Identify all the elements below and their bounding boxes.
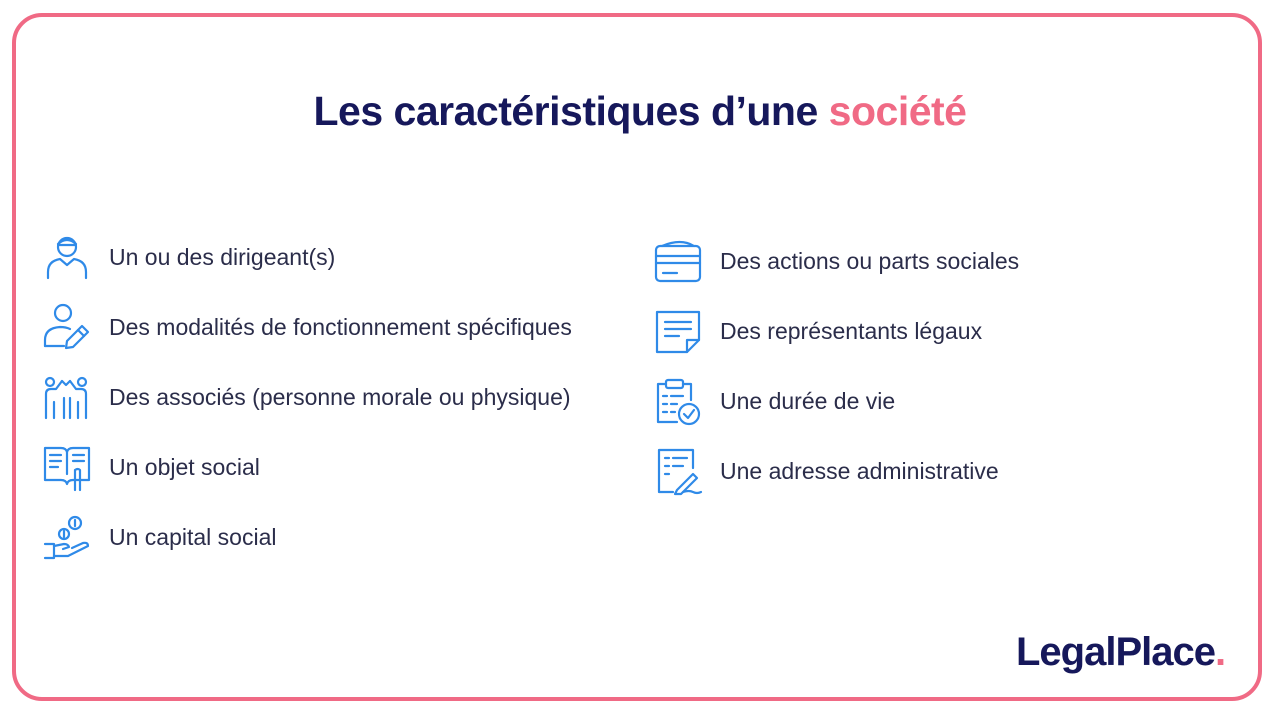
feature-label: Des représentants légaux xyxy=(720,318,983,344)
open-book-icon xyxy=(42,442,92,492)
logo-text: LegalPlace xyxy=(1016,630,1216,674)
feature-label: Un ou des dirigeant(s) xyxy=(109,244,336,270)
person-icon xyxy=(42,232,92,282)
page-title xyxy=(0,88,1280,135)
feature-label: Une adresse administrative xyxy=(720,458,999,484)
card-icon xyxy=(653,236,703,286)
feature-label: Une durée de vie xyxy=(720,388,896,414)
title-main: Les caractéristiques d’une xyxy=(313,88,829,134)
feature-label: Un capital social xyxy=(109,524,277,550)
legalplace-logo xyxy=(1016,630,1225,675)
feature-label: Un objet social xyxy=(109,454,260,480)
note-icon xyxy=(653,306,703,356)
document-sign-icon xyxy=(653,446,703,496)
hand-coins-icon xyxy=(42,512,92,562)
feature-label: Des actions ou parts sociales xyxy=(720,248,1020,274)
feature-label: Des modalités de fonctionnement spécifiques xyxy=(109,314,572,340)
feature-label: Des associés (personne morale ou physique) xyxy=(109,384,571,410)
title-accent: société xyxy=(828,88,967,134)
logo-dot: . xyxy=(1215,630,1226,674)
person-edit-icon xyxy=(42,302,92,352)
partners-icon xyxy=(42,372,92,422)
clipboard-check-icon xyxy=(653,376,703,426)
